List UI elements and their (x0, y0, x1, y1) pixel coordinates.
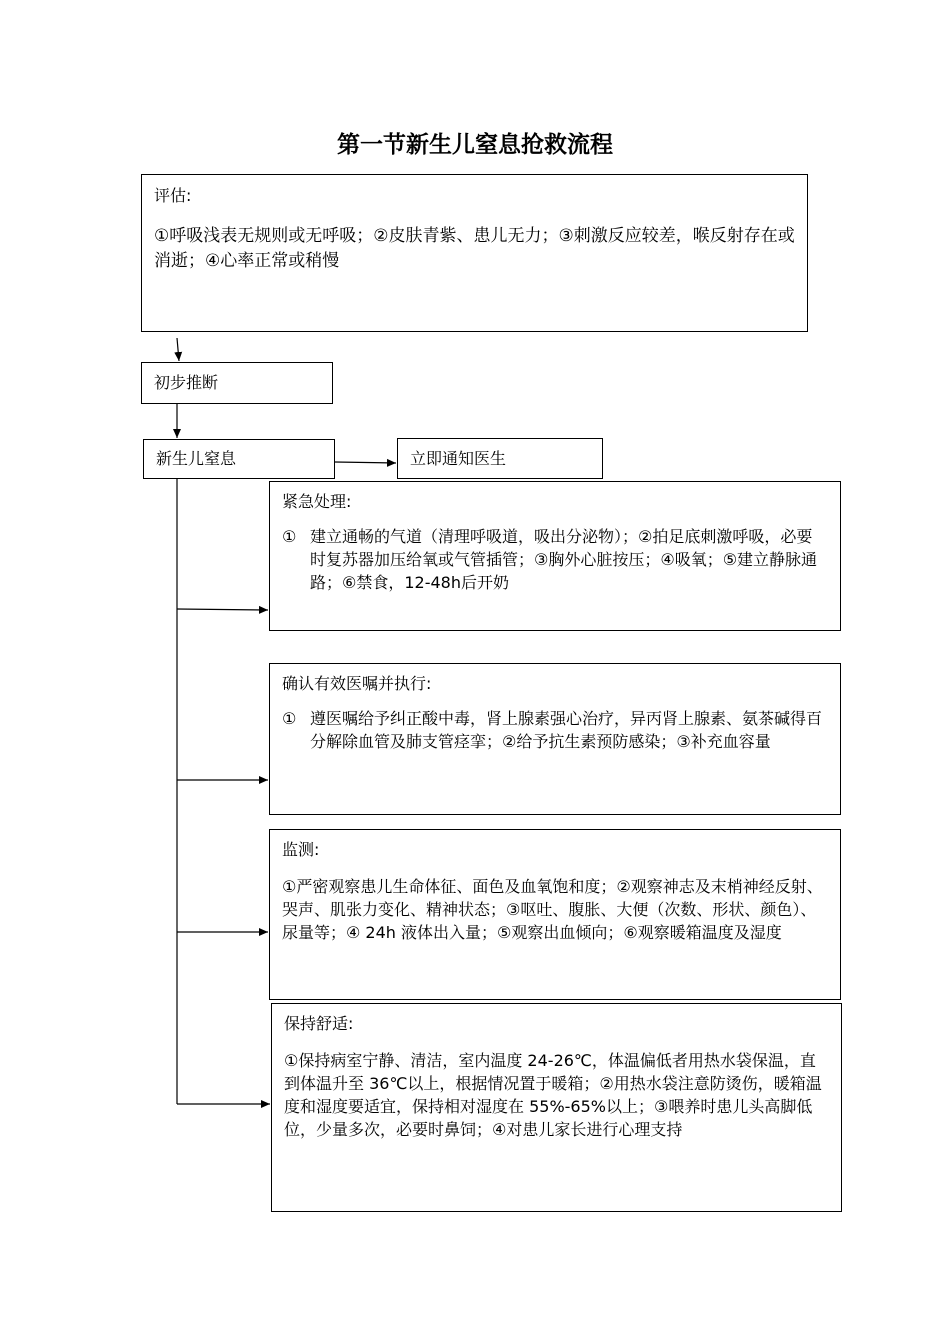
emergency-heading: 紧急处理: (282, 492, 352, 511)
monitor-heading: 监测: (282, 840, 320, 859)
arrow-asphyxia-to-notify (335, 462, 396, 463)
list-marker: ① (282, 527, 297, 546)
arrow-assessment-to-judgement (177, 338, 179, 361)
monitor-text: ①严密观察患儿生命体征、面色及血氧饱和度；②观察神志及末梢神经反射、哭声、肌张力变化、精神状态；③呕吐、腹胀、大便（次数、形状、颜色）、尿量等；④ 24h 液体出入量；⑤观察出血倾向；⑥观察暖箱温度及湿度 (282, 877, 823, 942)
notify-doctor-label: 立即通知医生 (410, 449, 507, 468)
comfort-heading: 保持舒适: (284, 1014, 354, 1033)
assessment-text: ①呼吸浅表无规则或无呼吸；②皮肤青紫、患儿无力；③刺激反应较差，喉反射存在或消逝；④心率正常或稍慢 (154, 226, 795, 271)
orders-heading: 确认有效医嘱并执行: (282, 674, 432, 693)
initial-judgement-label: 初步推断 (154, 373, 219, 392)
comfort-text: ①保持病室宁静、清洁，室内温度 24-26℃，体温偏低者用热水袋保温，直到体温升至 36℃以上，根据情况置于暖箱；②用热水袋注意防烫伤，暖箱温度和湿度要适宜，保持相对湿度在 55%-65%以上；③喂养时患儿头高脚低位，少量多次，必要时鼻饲；④对患儿家长进行心理支持 (284, 1051, 822, 1139)
list-marker: ① (282, 709, 297, 728)
page-title: 第一节新生儿窒息抢救流程 (337, 132, 613, 158)
asphyxia-label: 新生儿窒息 (156, 449, 237, 468)
arrow-to-emergency (177, 609, 268, 610)
assessment-heading: 评估: (154, 186, 192, 205)
orders-text: 遵医嘱给予纠正酸中毒，肾上腺素强心治疗，异丙肾上腺素、氨茶碱得百分解除血管及肺支管痉挛；②给予抗生素预防感染；③补充血容量 (310, 709, 823, 751)
emergency-text: 建立通畅的气道（清理呼吸道，吸出分泌物）；②拍足底刺激呼吸，必要时复苏器加压给氧或气管插管；③胸外心脏按压；④吸氧；⑤建立静脉通路；⑥禁食，12-48h后开奶 (310, 527, 818, 592)
